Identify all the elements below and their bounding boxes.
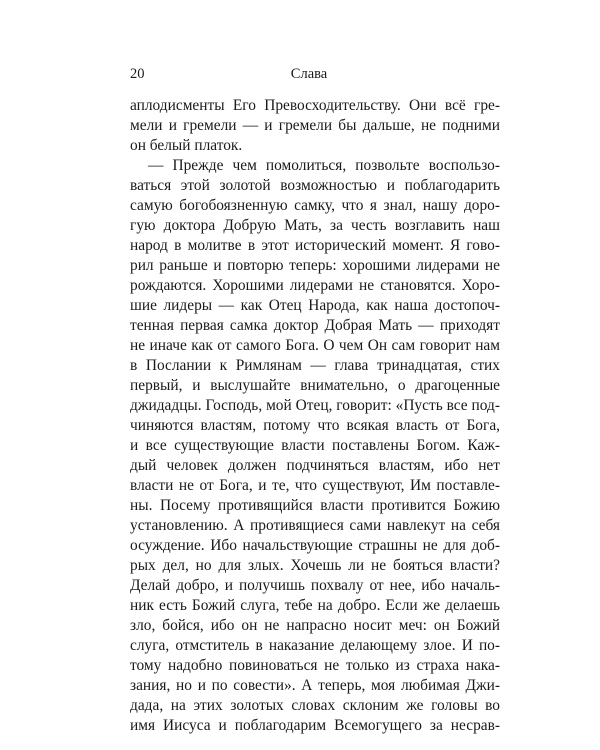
text-line: дада, на этих золотых словах склоним же головы во (130, 697, 500, 714)
text-line: тенная первая самка доктор Добрая Мать — приходят (130, 317, 500, 334)
text-line: зло, бойся, ибо он не напрасно носит меч: он Божий (130, 617, 500, 634)
page-header (130, 66, 488, 86)
text-line: дый человек должен подчиняться властям, ибо нет (130, 457, 500, 474)
text-line: власти не от Бога, и те, что существуют, Им поставле- (130, 477, 500, 494)
text-line: рил раньше и повторю теперь: хорошими лидерами не (130, 257, 500, 274)
text-line: имя Иисуса и поблагодарим Всемогущего за несрав- (130, 717, 500, 734)
text-line: народ в молитве в этот исторический момент. Я гово- (130, 237, 500, 254)
text-line: чиняются властям, потому что всякая власть от Бога, (130, 417, 500, 434)
running-title: Слава (290, 66, 328, 82)
text-line: самую богобоязненную самку, что я знал, нашу доро- (130, 197, 500, 214)
text-line: рождаются. Хорошими лидерами не становятся. Хоро- (130, 277, 500, 294)
text-line: ны. Посему противящийся власти противится Божию (130, 497, 500, 514)
text-line: Делай добро, и получишь похвалу от нее, ибо началь- (130, 577, 500, 594)
text-line: рых дел, но для злых. Хочешь ли не бояться власти? (130, 557, 500, 574)
text-line: — Прежде чем помолиться, позвольте воспользо- (148, 157, 500, 174)
text-line: ваться этой золотой возможностью и поблагодарить (130, 177, 500, 194)
text-line: не иначе как от самого Бога. О чем Он сам говорит нам (130, 337, 500, 354)
text-line: он белый платок. (130, 137, 243, 154)
text-line: гую доктора Добрую Мать, за честь возглавить наш (130, 217, 500, 234)
text-line: осуждение. Ибо начальствующие страшны не для доб- (130, 537, 500, 554)
page-number: 20 (130, 66, 145, 82)
body-text (130, 96, 500, 736)
text-line: мели и гремели — и гремели бы дальше, не подними (130, 117, 500, 134)
text-line: первый, и выслушайте внимательно, о драгоценные (130, 377, 500, 394)
text-line: и все существующие власти поставлены Богом. Каж- (130, 437, 500, 454)
text-line: аплодисменты Его Превосходительству. Они всё гре- (130, 97, 500, 114)
text-line: установлению. А противящиеся сами навлекут на себя (130, 517, 500, 534)
text-line: шие лидеры — как Отец Народа, как наша достопоч- (130, 297, 500, 314)
text-line: джидадцы. Господь, мой Отец, говорит: «Пусть все под- (130, 397, 500, 414)
text-line: в Послании к Римлянам — глава тринадцатая, стих (130, 357, 500, 374)
text-line: слуга, отмститель в наказание делающему злое. И по- (130, 637, 500, 654)
text-line: ник есть Божий слуга, тебе на добро. Если же делаешь (130, 597, 500, 614)
text-line: зания, но и по совести». А теперь, моя любимая Джи- (130, 677, 500, 694)
text-line: тому надобно повиноваться не только из страха нака- (130, 657, 500, 674)
